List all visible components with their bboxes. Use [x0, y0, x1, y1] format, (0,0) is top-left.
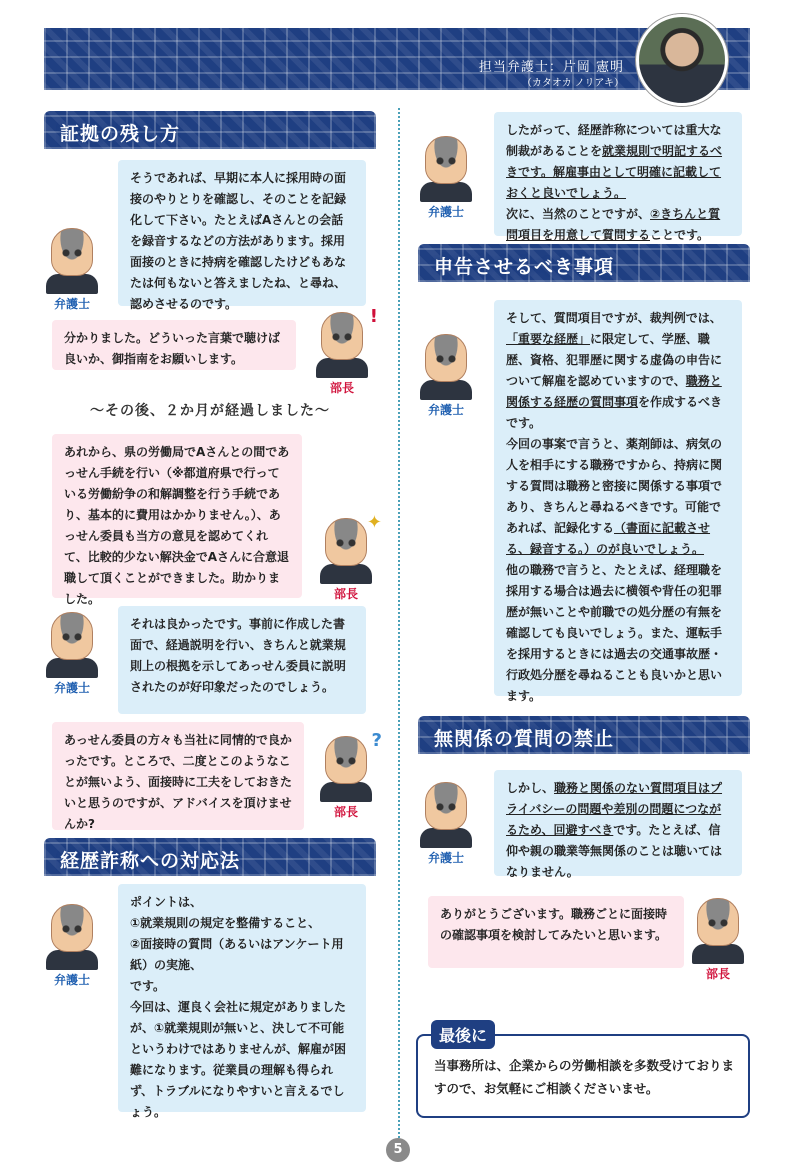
- bubble-lawyer-5: そして、質問項目ですが、裁判例では、「重要な経歴」に限定して、学歴、職歴、資格、犯罪歴に関する虚偽の申告について解雇を認めていますので、職務と関係する経歴の質問事項を作成するべきです。 今回の事案で言うと、薬剤師は、病気の人を相手にする職務ですから、持病に関する質問は職務と密接に関係する事項であり、きちんと尋ねるべきです。可能であれば、記録化する（書面に記載させる、録音する。）のが良いでしょう。 他の職務で言うと、たとえば、経理職を採用する場合は過去に横領や背任の犯罪歴が無いことや前職での処分歴の有無を確認しても良いでしょう。また、運転手を採用するときには過去の交通事故歴・行政処分歴を尋ねることも良いかと思います。: [494, 300, 742, 696]
- bubble-boss-2: あれから、県の労働局でAさんとの間であっせん手続を行い（※都道府県で行っている労働紛争の和解調整を行う手続であり、基本的に費用はかかりません。）、あっせん委員も当方の意見を認めてくれて、比較的少ない解決金でAさんに合意退職して頂くことができました。助かりました。: [52, 434, 302, 598]
- lawyer-portrait: [636, 14, 728, 106]
- lawyer-character: 弁護士: [418, 136, 474, 220]
- boss-character: ! 部長: [314, 312, 370, 396]
- section-title-declare: 申告させるべき事項: [418, 244, 750, 282]
- closing-text: 当事務所は、企業からの労働相談を多数受けておりますので、お気軽にご相談くださいませ。: [434, 1058, 735, 1096]
- section-title-fraud: 経歴詐称への対応法: [44, 838, 376, 876]
- bubble-lawyer-2: それは良かったです。事前に作成した書面で、経過説明を行い、きちんと就業規則上の根拠を示してあっせん委員に説明されたのが好印象だったのでしょう。: [118, 606, 366, 714]
- bubble-lawyer-6: しかし、職務と関係のない質問項目はプライバシーの問題や差別の問題につながるため、回避すべきです。たとえば、信仰や親の職業等無関係のことは聴いてはなりません。: [494, 770, 742, 876]
- bubble-lawyer-1: そうであれば、早期に本人に採用時の面接のやりとりを確認し、そのことを記録化して下さい。たとえばAさんとの会話を録音するなどの方法があります。採用面接のときに持病を確認したけどもあなたは何もないと答えましたね、と尋ね、認めさせるのです。: [118, 160, 366, 306]
- section-title-prohibit: 無関係の質問の禁止: [418, 716, 750, 754]
- closing-title: 最後に: [431, 1020, 495, 1049]
- lawyer-character: 弁護士: [44, 904, 100, 988]
- lawyer-character: 弁護士: [44, 612, 100, 696]
- time-passed-text: 〜その後、２か月が経過しました〜: [90, 403, 330, 419]
- bubble-boss-1: 分かりました。どういった言葉で聴けば良いか、御指南をお願いします。: [52, 320, 296, 370]
- lawyer-character: 弁護士: [44, 228, 100, 312]
- bubble-boss-3: あっせん委員の方々も当社に同情的で良かったです。ところで、二度とこのようなことが無いよう、面接時に工夫をしておきたいと思うのですが、アドバイスを頂けませんか?: [52, 722, 304, 830]
- column-divider: [398, 108, 400, 1138]
- lawyer-kana: （カタオカ ノリアキ）: [521, 78, 624, 89]
- section-title-evidence: 証拠の残し方: [44, 111, 376, 149]
- boss-character: ✦ 部長: [318, 518, 374, 602]
- page-number: 5: [386, 1138, 410, 1162]
- boss-character: 部長: [690, 898, 746, 982]
- bubble-boss-4: ありがとうございます。職務ごとに面接時の確認事項を検討してみたいと思います。: [428, 896, 684, 968]
- lawyer-name: 担当弁護士：片岡 憲明: [478, 60, 624, 75]
- bubble-lawyer-3: ポイントは、 ①就業規則の規定を整備すること、 ②面接時の質問（あるいはアンケート用紙）の実施、 です。 今回は、運良く会社に規定がありましたが、①就業規則が無いと、決して不可能というわけではありませんが、解雇が困難になります。従業員の理解も得られず、トラブルになりやすいと言えるでしょう。: [118, 884, 366, 1112]
- boss-character: ? 部長: [318, 736, 374, 820]
- bubble-lawyer-4: したがって、経歴詐称については重大な制裁があることを就業規則で明記するべきです。解雇事由として明確に記載しておくと良いでしょう。 次に、当然のことですが、②きちんと質問項目を用意して質問することです。: [494, 112, 742, 236]
- lawyer-character: 弁護士: [418, 334, 474, 418]
- lawyer-character: 弁護士: [418, 782, 474, 866]
